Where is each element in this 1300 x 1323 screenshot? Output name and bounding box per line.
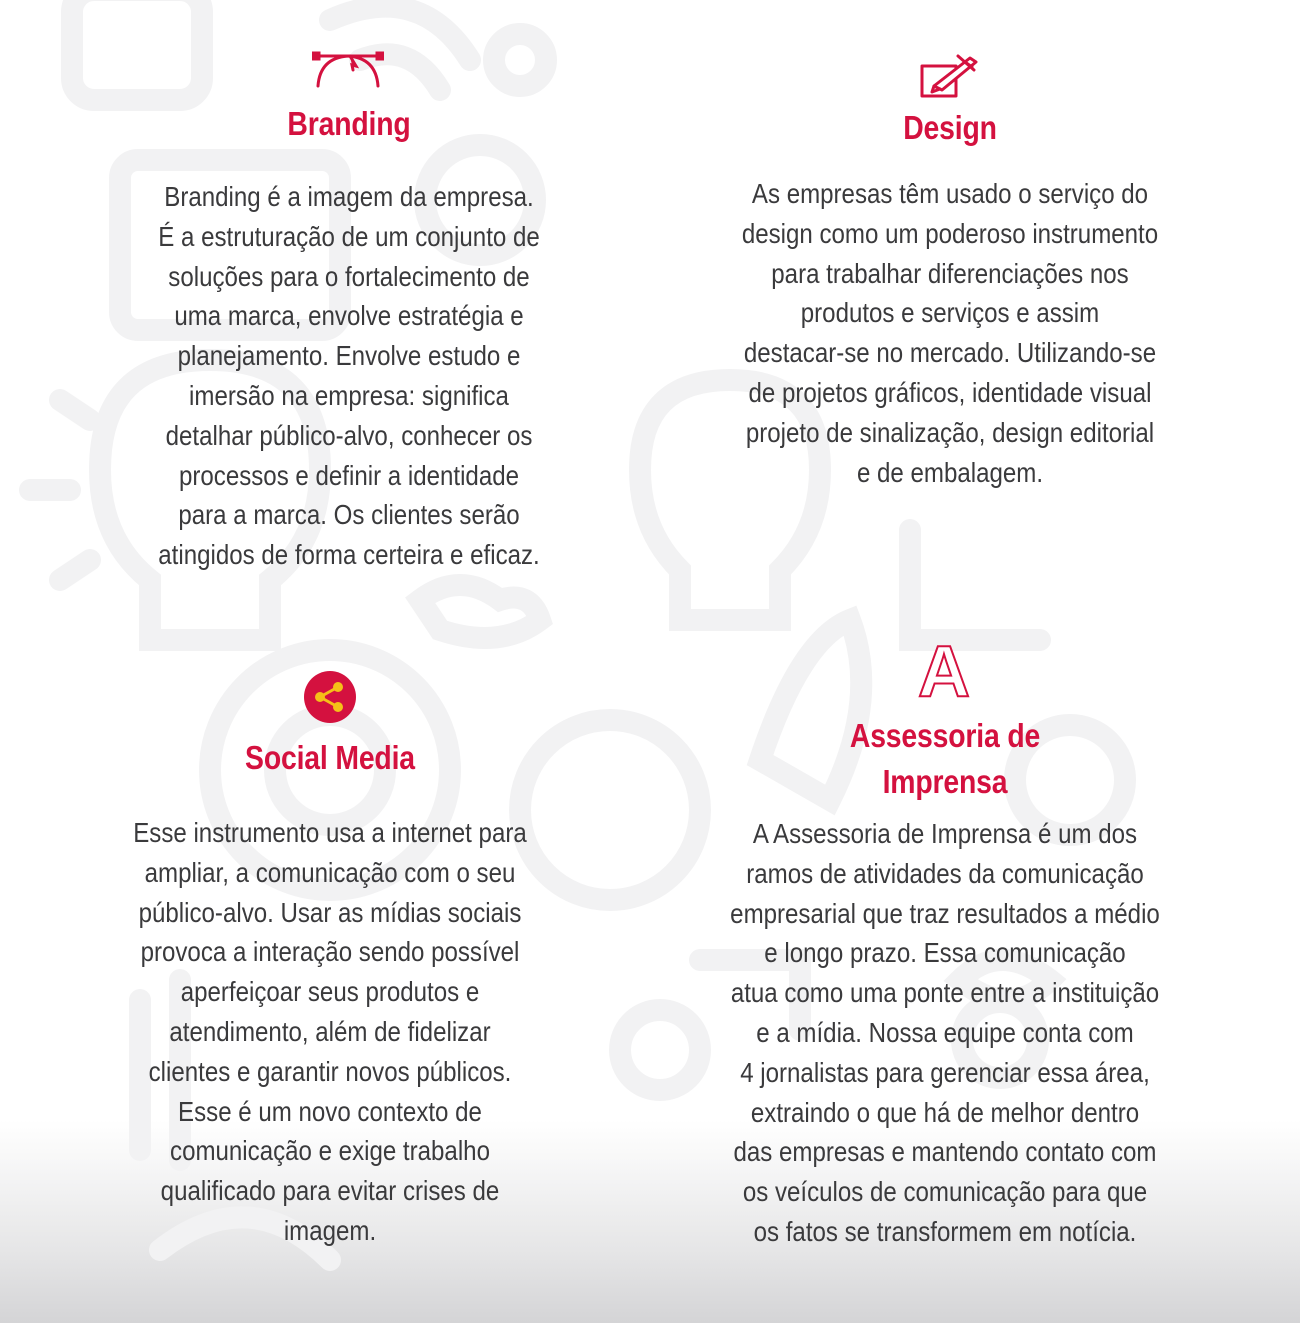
branding-title: Branding [287, 105, 411, 142]
assessoria-section [665, 716, 1225, 1252]
svg-text:A: A [918, 638, 970, 702]
cloud-watermark-icon [420, 585, 540, 638]
assessoria-title: Assessoria de Imprensa [849, 717, 1041, 800]
phone-watermark-icon [72, 0, 202, 100]
design-description: As empresas têm usado o serviço do design como um poderoso instrumento para trabalhar diferenciações nos produtos e serviços e assim destacar-se no mercado. Utilizando-se de projetos gráficos, identidade visual projeto de sinalização, design editorial e de embalagem. [741, 178, 1159, 488]
design-title: Design [903, 109, 997, 146]
gear-watermark-icon [494, 34, 546, 86]
social-media-section [60, 738, 600, 1251]
social-media-description: Esse instrumento usa a internet para ampliar, a comunicação com o seu público-alvo. Usar as mídias sociais provoca a interação sendo possível aperfeiçoar seus produtos e atendimento, além de fidelizar clientes e garantir novos públicos. Esse é um novo contexto de comunicação e exige trabalho qualificado para evitar crises de imagem. [133, 817, 527, 1246]
edit-design-icon [918, 52, 982, 100]
share-icon [303, 670, 357, 724]
branding-section [99, 104, 599, 575]
social-media-title: Social Media [245, 739, 415, 776]
letter-a-outline-icon [912, 638, 976, 702]
branding-description: Branding é a imagem da empresa. É a estruturação de um conjunto de soluções para o fortalecimento de uma marca, envolve estratégia e planejamento. Envolve estudo e imersão na empresa: significa detalhar público-alvo, conhecer os processos e definir a identidade para a marca. Os clientes serão atingidos de forma certeira e eficaz. [158, 181, 540, 571]
assessoria-description: A Assessoria de Imprensa é um dos ramos de atividades da comunicação empresarial que traz resultados a médio e longo prazo. Essa comunicação atua como uma ponte entre a instituição e a mídia. Nossa equipe conta com 4 jornalistas para gerenciar essa área, extraindo o que há de melhor dentro das empresas e mantendo contato com os veículos de comunicação para que os fatos se transformem em notícia. [730, 818, 1160, 1247]
bezier-curve-icon [312, 48, 384, 90]
design-section [680, 108, 1220, 492]
